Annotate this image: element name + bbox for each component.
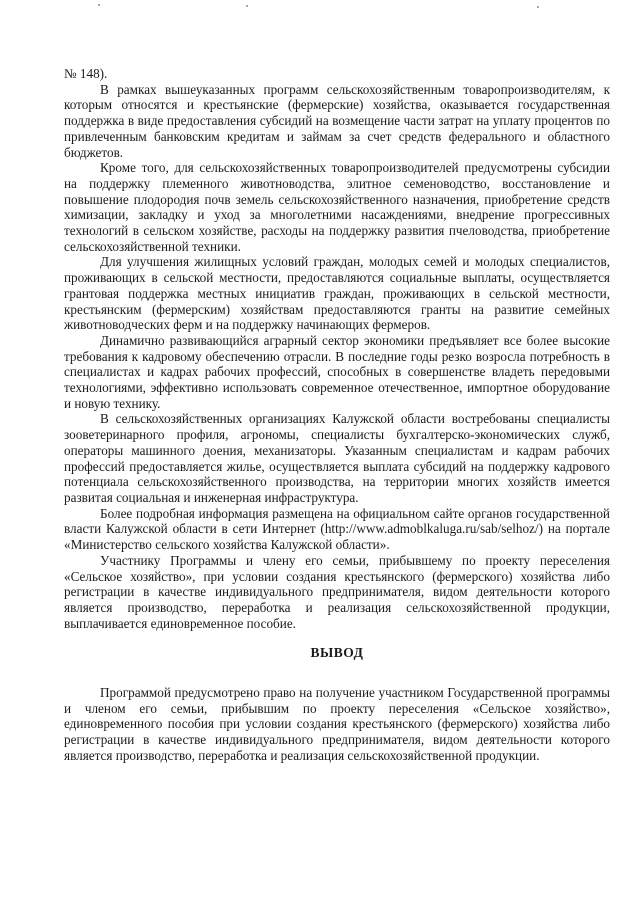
paragraph: Более подробная информация размещена на официальном сайте органов государственной власти Калужской области в сети Интернет (http://www.admoblkaluga.ru/sab/selhoz/) на портале «Министерство сельского хозяйства Калужской области». — [64, 505, 610, 553]
paragraph: В рамках вышеуказанных программ сельскохозяйственным товаропроизводителям, к которым относятся и крестьянские (фермерские) хозяйства, оказывается государственная поддержка в виде предоставления субсидий на возмещение части затрат на уплату процентов по привлеченным банковским кредитам и займам за счет средств федерального и областного бюджетов. — [64, 81, 610, 160]
section-heading: ВЫВОД — [310, 645, 364, 661]
conclusion-paragraph: Программой предусмотрено право на получение участником Государственной программы и членом его семьи, прибывшим по проекту переселения «Сельское хозяйство», единовременного пособия при условии создания крестьянского (фермерского) хозяйства либо регистрации в качестве индивидуального предпринимателя, видом деятельности которого является производство, переработка и реализация сельскохозяйственной продукции. — [64, 685, 610, 763]
paragraph: Кроме того, для сельскохозяйственных товаропроизводителей предусмотрены субсидии на поддержку племенного животноводства, элитное семеноводство, восстановление и повышение плодородия почв земель сельскохозяйственного назначения, приобретение средств химизации, закладку и уход за многолетними насаждениями, внедрение прогрессивных технологий в сельском хозяйстве, расходы на поддержку развития пчеловодства, приобретение сельскохозяйственной техники. — [64, 160, 610, 254]
paragraph: Для улучшения жилищных условий граждан, молодых семей и молодых специалистов, проживающих в сельской местности, предоставляются социальные выплаты, осуществляется грантовая поддержка местных инициатив граждан, проживающих в сельской местности, крестьянским (фермерским) хозяйствам предоставляются гранты на развитие семейных животноводческих ферм и на поддержку начинающих фермеров. — [64, 254, 610, 333]
scan-speck — [246, 5, 248, 7]
paragraph: В сельскохозяйственных организациях Калужской области востребованы специалисты зооветеринарного профиля, агрономы, специалисты бухгалтерско-экономических служб, операторы машинного доения, механизаторы. Указанным специалистам и кадрам рабочих профессий предоставляется жилье, осуществляется выплата субсидий на поддержку кадрового потенциала сельскохозяйственного производства, на территории многих хозяйств имеется развитая социальная и инженерная инфраструктура. — [64, 411, 610, 505]
paragraph: Динамично развивающийся аграрный сектор экономики предъявляет все более высокие требования к кадровому обеспечению отрасли. В последние годы резко возросла потребность в специалистах и кадрах рабочих профессий, способных в совершенстве владеть передовыми технологиями, эффективно использовать современное отечественное, импортное оборудование и новую технику. — [64, 332, 610, 411]
paragraph: Участнику Программы и члену его семьи, прибывшему по проекту переселения «Сельское хозяйство», при условии создания крестьянского (фермерского) хозяйства либо регистрации в качестве индивидуального предпринимателя, видом деятельности которого является производство, переработка и реализация сельскохозяйственной продукции, выплачивается единовременное пособие. — [64, 552, 610, 631]
scan-speck — [537, 6, 539, 8]
scan-speck — [98, 4, 100, 6]
document-body — [64, 66, 610, 764]
paragraph-continuation: № 148). — [64, 66, 108, 81]
